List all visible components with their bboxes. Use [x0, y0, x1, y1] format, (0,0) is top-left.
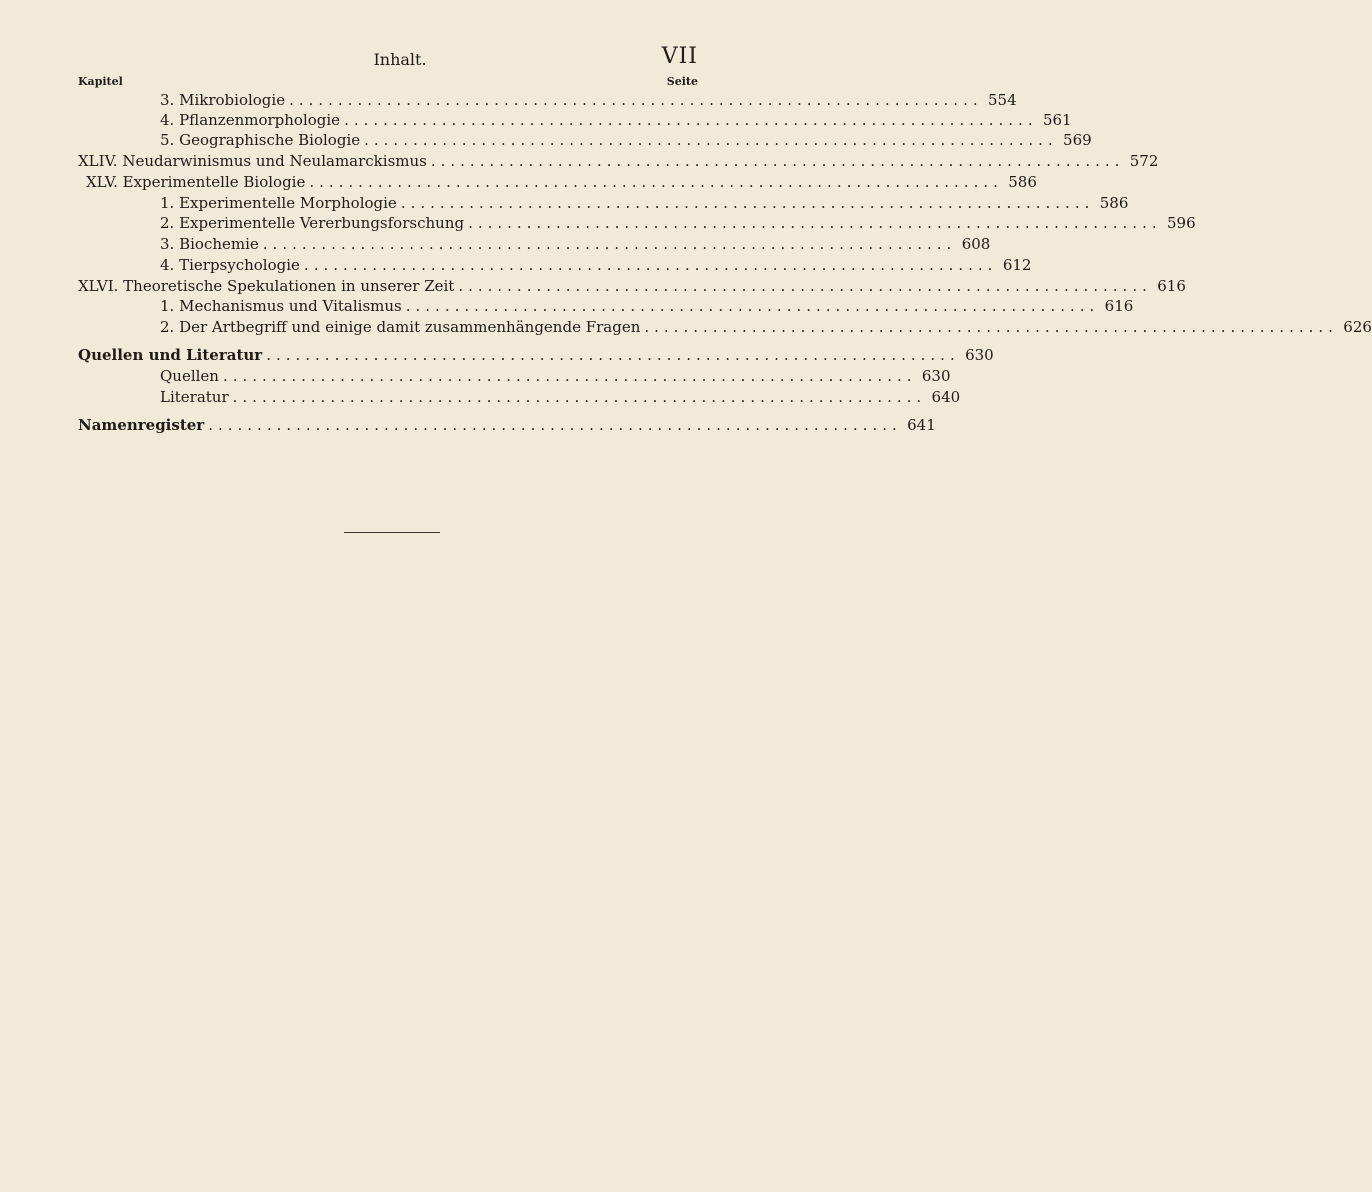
- leader-dots: .......................................................................: [262, 235, 957, 253]
- toc-page: 612: [1002, 256, 1032, 274]
- toc-page: 626: [1343, 318, 1372, 336]
- toc-entry: [78, 367, 951, 387]
- toc-entry: [78, 318, 1372, 338]
- toc-number: 4.: [160, 111, 175, 129]
- toc-page: 572: [1129, 152, 1159, 170]
- toc-title: Quellen und Literatur: [78, 346, 263, 364]
- toc-number: XLV.: [86, 173, 118, 191]
- toc-entry: [78, 256, 1032, 276]
- toc-entry: [78, 277, 1186, 297]
- toc-entry: [78, 152, 1159, 172]
- section-divider: [344, 532, 440, 533]
- toc-title: Experimentelle Vererbungsforschung: [179, 214, 465, 232]
- leader-dots: .......................................................................: [232, 388, 927, 406]
- toc-title: Experimentelle Biologie: [122, 173, 306, 191]
- toc-page: 608: [961, 235, 991, 253]
- leader-dots: .......................................................................: [208, 416, 902, 434]
- toc-entry: [78, 214, 1196, 234]
- page-number: VII: [661, 44, 698, 69]
- toc-page: 586: [1099, 194, 1129, 212]
- leader-dots: .......................................................................: [468, 214, 1162, 232]
- toc-page: 616: [1104, 297, 1134, 315]
- toc-page: 586: [1008, 173, 1037, 191]
- leader-dots: .......................................................................: [458, 277, 1152, 295]
- toc-entry: [78, 194, 1129, 214]
- toc-number: 5.: [160, 131, 175, 149]
- running-title: Inhalt.: [373, 50, 427, 69]
- toc-page: 630: [921, 367, 951, 385]
- toc-page: 616: [1157, 277, 1186, 295]
- toc-page: 630: [965, 346, 994, 364]
- leader-dots: .......................................................................: [289, 91, 983, 109]
- leader-dots: .......................................................................: [222, 367, 917, 385]
- toc-page: 640: [931, 388, 961, 406]
- toc-title: Theoretische Spekulationen in unserer Zeit: [123, 277, 455, 295]
- toc-entry: [78, 111, 1072, 131]
- toc-page: 554: [987, 91, 1017, 109]
- toc-title: Pflanzenmorphologie: [179, 111, 341, 129]
- toc-number: XLIV.: [78, 152, 118, 170]
- leader-dots: .......................................................................: [364, 131, 1058, 149]
- toc-page: 561: [1042, 111, 1072, 129]
- toc-title: Namenregister: [78, 416, 205, 434]
- toc-title: Mechanismus und Vitalismus: [179, 297, 402, 315]
- toc-entry: [78, 388, 961, 408]
- toc-page: 569: [1063, 131, 1092, 149]
- toc-number: 4.: [160, 256, 175, 274]
- toc-entry: [78, 235, 991, 255]
- toc-entry: [78, 416, 936, 436]
- toc-number: 2.: [160, 318, 175, 336]
- toc-entry: [78, 297, 1134, 317]
- toc-entry: [78, 173, 1037, 193]
- toc-number: 3.: [160, 91, 175, 109]
- toc-number: 2.: [160, 214, 175, 232]
- toc-page: 596: [1166, 214, 1196, 232]
- toc-title: Literatur: [160, 388, 229, 406]
- leader-dots: .......................................................................: [430, 152, 1125, 170]
- toc-title: Experimentelle Morphologie: [179, 194, 397, 212]
- toc-entry: [78, 131, 1092, 151]
- toc-number: 1.: [160, 297, 175, 315]
- toc-title: Quellen: [160, 367, 219, 385]
- leader-dots: .......................................................................: [344, 111, 1038, 129]
- toc-title: Mikrobiologie: [179, 91, 286, 109]
- leader-dots: .......................................................................: [400, 194, 1095, 212]
- toc-title: Neudarwinismus und Neulamarckismus: [122, 152, 427, 170]
- toc-title: Geographische Biologie: [179, 131, 361, 149]
- toc-entry: [78, 91, 1017, 111]
- column-label-page: Seite: [666, 75, 698, 88]
- toc-title: Der Artbegriff und einige damit zusammenhängende Fragen: [179, 318, 641, 336]
- toc-number: 1.: [160, 194, 175, 212]
- leader-dots: .......................................................................: [303, 256, 998, 274]
- leader-dots: .......................................................................: [405, 297, 1100, 315]
- leader-dots: .......................................................................: [644, 318, 1338, 336]
- toc-entry: [78, 346, 994, 366]
- toc-number: XLVI.: [78, 277, 119, 295]
- toc-number: 3.: [160, 235, 175, 253]
- leader-dots: .......................................................................: [309, 173, 1003, 191]
- column-label-chapter: Kapitel: [78, 75, 123, 88]
- toc-page: 641: [907, 416, 936, 434]
- toc-title: Biochemie: [179, 235, 259, 253]
- leader-dots: .......................................................................: [266, 346, 960, 364]
- toc-title: Tierpsychologie: [179, 256, 300, 274]
